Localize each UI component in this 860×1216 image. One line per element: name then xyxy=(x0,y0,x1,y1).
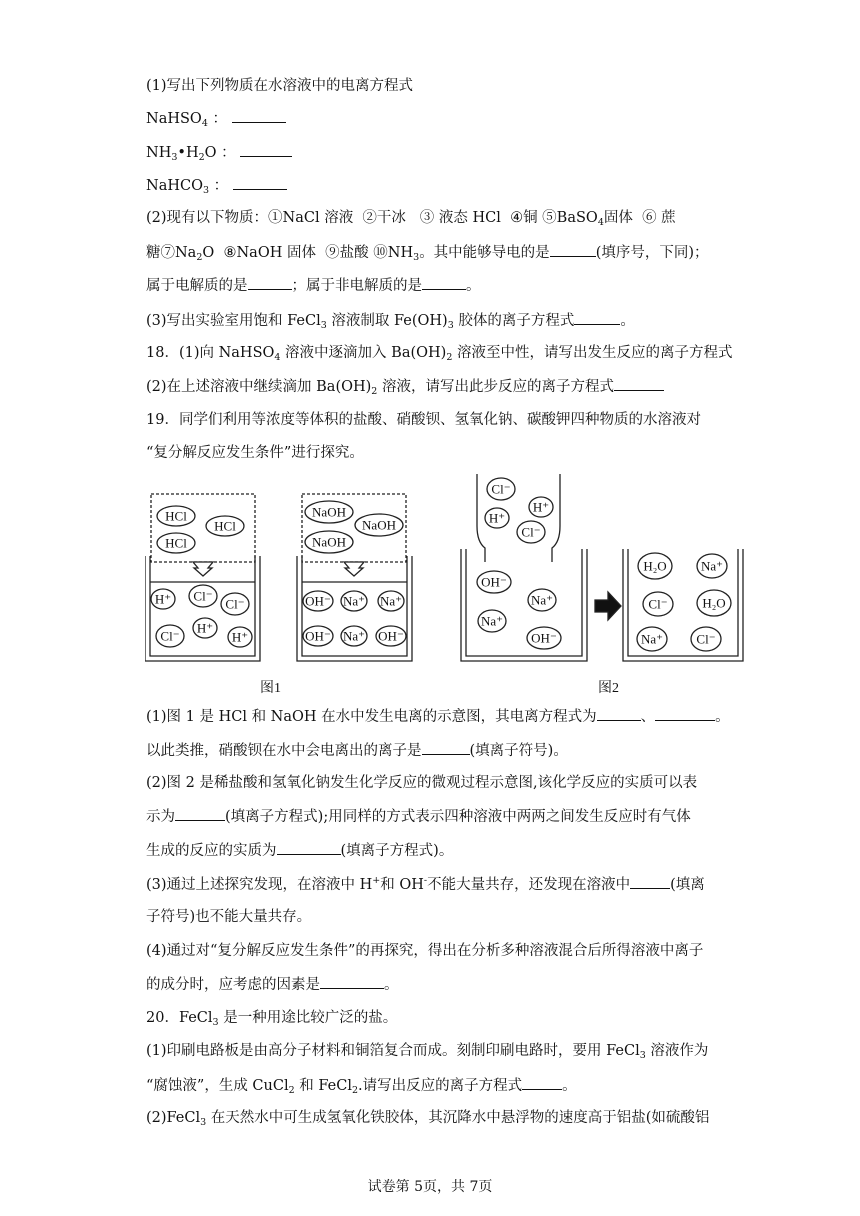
text-line: 20．FeCl$_3$ 是一种用途比较广泛的盐。 xyxy=(146,1010,398,1028)
text-line: (2)FeCl$_3$ 在天然水中可生成氢氧化铁胶体，其沉降水中悬浮物的速度高于铝盐(如硫酸铝 xyxy=(146,1110,710,1128)
fig2-tube-ion-label: H⁺ xyxy=(488,510,506,526)
ionization-diagrams xyxy=(145,474,755,699)
fig2-after-ion-label: Na⁺ xyxy=(700,558,724,574)
fig1-left-ion-label: H⁺ xyxy=(196,620,214,636)
fig2-label: 图2 xyxy=(598,681,619,696)
fig2-tube-ion-label: Cl⁻ xyxy=(491,481,511,497)
fig2-before-beaker-outer xyxy=(461,549,587,661)
fig2-tube-left xyxy=(477,474,485,562)
fig2-after-ion-label: Cl⁻ xyxy=(696,631,716,647)
fig1-hcl-label: HCl xyxy=(165,508,187,524)
text-line: “腐蚀液”，生成 CuCl$_2$ 和 FeCl$_2$.请写出反应的离子方程式 。 xyxy=(146,1075,577,1096)
fig1-right-arrow xyxy=(344,562,364,576)
text-line: (2)在上述溶液中继续滴加 $Ba(OH)_2$ 溶液，请写出此步反应的离子方程式 xyxy=(146,376,664,397)
fig1-right-ion-label: Na⁺ xyxy=(342,628,366,644)
fig2-tube-ion-label: Cl⁻ xyxy=(521,524,541,540)
fig2-before-ion-label: Na⁺ xyxy=(480,613,504,629)
fig2-after-ion-label: Cl⁻ xyxy=(648,596,668,612)
fig1-right-ion-label: Na⁺ xyxy=(379,593,403,609)
fig1-hcl-label: HCl xyxy=(214,518,236,534)
text-line: (2)图 2 是稀盐酸和氢氧化钠发生化学反应的微观过程示意图,该化学反应的实质可以表 xyxy=(146,775,698,791)
text-line: 生成的反应的实质为 (填离子方程式)。 xyxy=(146,840,453,861)
fig1-left-ion-label: H⁺ xyxy=(154,591,172,607)
fig1-right-ion-label: OH⁻ xyxy=(378,628,404,644)
fig2-after-ion-label: H₂O xyxy=(702,595,726,611)
text-line: “复分解反应发生条件”进行探究。 xyxy=(146,445,364,461)
text-line: (3)写出实验室用饱和 FeCl$_3$ 溶液制取 $Fe(OH)_3$ 胶体的离子方程式 。 xyxy=(146,310,635,331)
text-line: (4)通过对“复分解反应发生条件”的再探究，得出在分析多种溶液混合后所得溶液中离子 xyxy=(146,943,704,959)
reaction-arrow xyxy=(595,592,621,620)
text-line: 糖$⑦Na_2O$ ⑧NaOH 固体 ⑨盐酸 $⑩NH_3$。其中能够导电的是 (填序号，下同)； xyxy=(146,242,709,263)
fig2-after-ion-label: H₂O xyxy=(643,558,667,574)
fig1-right-ion-label: Na⁺ xyxy=(342,593,366,609)
fig2-before-ion-label: OH⁻ xyxy=(481,574,507,590)
fig2-before-ion-label: OH⁻ xyxy=(531,630,557,646)
text-line: 以此类推，硝酸钡在水中会电离出的离子是 (填离子符号)。 xyxy=(146,740,568,761)
text-line: 的成分时，应考虑的因素是 。 xyxy=(146,974,399,995)
page-footer: 试卷第 5页，共 7页 xyxy=(367,1179,493,1195)
text-line: 18．(1)向 NaHSO$_4$ 溶液中逐滴加入 $Ba(OH)_2$ 溶液至中性，请写出发生反应的离子方程式 xyxy=(146,345,733,363)
fig1-right-ion-label: OH⁻ xyxy=(305,593,331,609)
fig1-left-ion-label: Cl⁻ xyxy=(225,596,245,612)
fig2-tube-right xyxy=(552,474,560,562)
fig1-left-ion-label: H⁺ xyxy=(231,629,249,645)
text-line: 19．同学们利用等浓度等体积的盐酸、硝酸钡、氢氧化钠、碳酸钾四种物质的水溶液对 xyxy=(146,412,701,428)
fig2-tube-ion-label: H⁺ xyxy=(532,499,550,515)
text-line: NaHCO$_3$ ： xyxy=(146,175,287,196)
text-line: (2)现有以下物质：①NaCl 溶液 ②干冰 ③ 液态 HCl ④铜 ⑤BaSO$_4$固体 ⑥ 蔗 xyxy=(146,210,676,228)
text-line: (1)印刷电路板是由高分子材料和铜箔复合而成。刻制印刷电路时，要用 FeCl$_3$ 溶液作为 xyxy=(146,1043,709,1061)
text-line: NaHSO$_4$ ： xyxy=(146,108,286,129)
text-line: (1)写出下列物质在水溶液中的电离方程式 xyxy=(146,78,414,94)
text-line: 属于电解质的是 ；属于非电解质的是 。 xyxy=(146,275,481,296)
fig2-after-ion-label: Na⁺ xyxy=(640,631,664,647)
text-line: (3)通过上述探究发现，在溶液中 H+和 OH-不能大量共存，还发现在溶液中 (填离 xyxy=(146,875,705,893)
text-line: $NH_3•H_2O$ ： xyxy=(146,142,292,163)
fig1-label: 图1 xyxy=(260,681,281,696)
text-line: (1)图 1 是 HCl 和 NaOH 在水中发生电离的示意图，其电离方程式为 、 。 xyxy=(146,706,730,727)
fig1-naoh-label: NaOH xyxy=(312,504,346,520)
fig1-hcl-label: HCl xyxy=(165,535,187,551)
fig1-right-ion-label: OH⁻ xyxy=(305,628,331,644)
fig1-naoh-label: NaOH xyxy=(362,517,396,533)
text-line: 示为 (填离子方程式);用同样的方式表示四种溶液中两两之间发生反应时有气体 xyxy=(146,806,691,827)
fig1-left-arrow xyxy=(193,562,213,576)
fig1-left-ion-label: Cl⁻ xyxy=(160,628,180,644)
text-line: 子符号)也不能大量共存。 xyxy=(146,909,312,925)
fig1-naoh-label: NaOH xyxy=(312,534,346,550)
fig1-left-ion-label: Cl⁻ xyxy=(193,588,213,604)
fig2-before-ion-label: Na⁺ xyxy=(530,592,554,608)
fig2-before-beaker-inner xyxy=(466,549,582,656)
